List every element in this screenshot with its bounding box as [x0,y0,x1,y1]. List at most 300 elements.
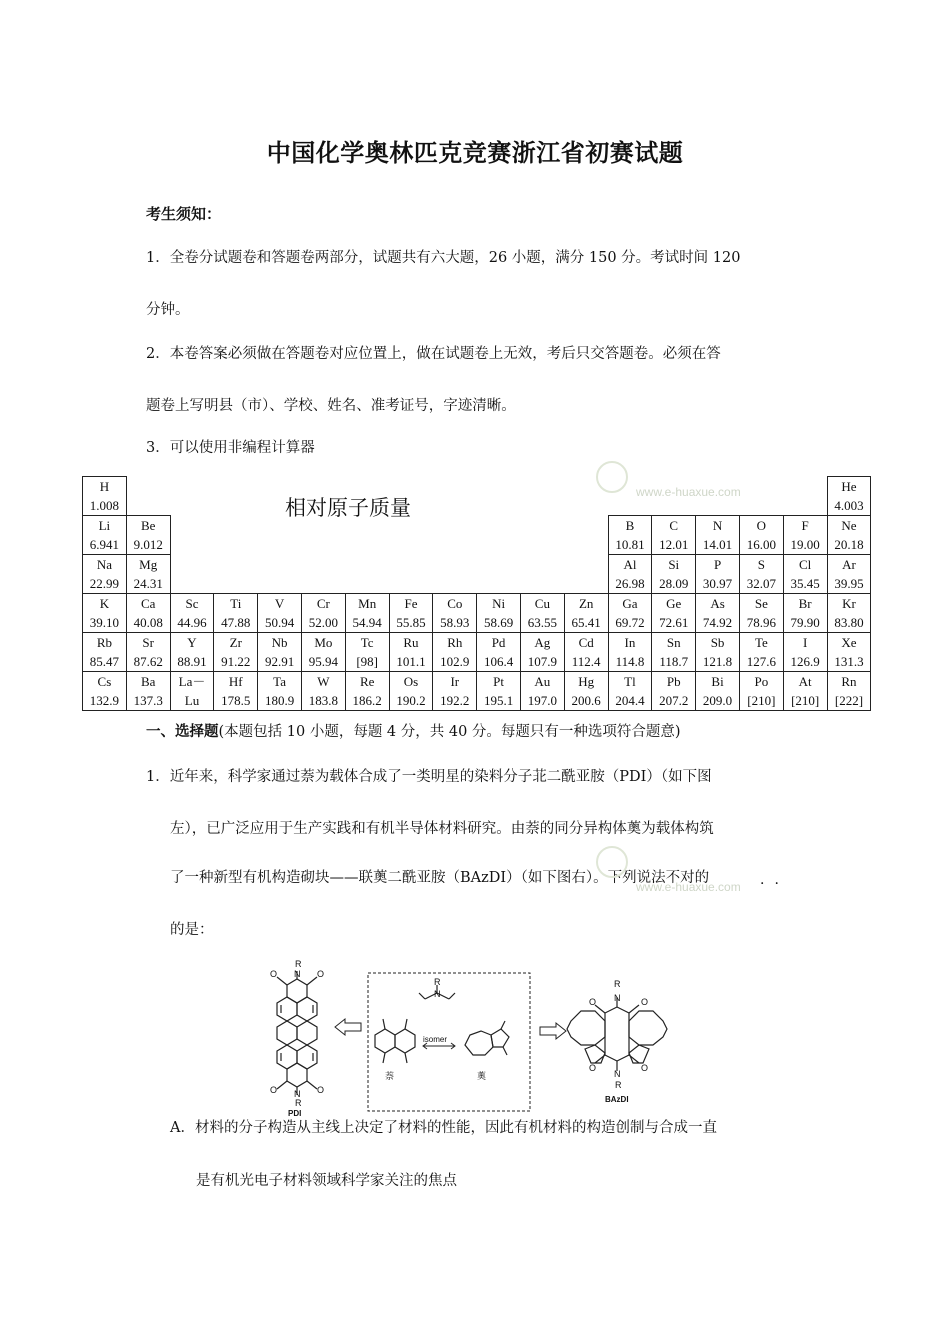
element-cell [739,633,783,672]
element-cell [608,555,652,594]
element-cell [564,633,608,672]
element-symbol: Nb [271,635,288,650]
pdi-o-1: O [270,969,278,979]
question-1-line-2: 左），已广泛应用于生产实践和有机半导体材料研究。由萘的同分异构体薁为载体构筑 [170,821,714,837]
element-symbol: Rn [841,674,857,689]
element-cell [608,633,652,672]
element-mass: 209.0 [702,693,733,708]
element-symbol: Pd [491,635,506,650]
element-cell [696,633,740,672]
element-symbol: Au [534,674,551,689]
element-mass: [98] [356,654,379,669]
element-symbol: Cu [534,596,550,611]
element-mass: 192.2 [440,693,470,708]
bazdi-label: BAzDI [605,1095,629,1104]
question-1-line-4: 的是： [170,922,214,938]
element-cell [739,516,783,555]
pdi-n-bottom: N [294,1089,301,1099]
element-cell [652,516,696,555]
element-mass: 39.95 [834,576,864,591]
element-symbol: He [841,479,857,494]
element-symbol: Ga [622,596,638,611]
element-mass: 204.4 [615,693,645,708]
element-cell [652,555,696,594]
empty-cell [696,477,740,516]
option-a-line-1: A．材料的分子构造从主线上决定了材料的性能，因此有机材料的构造创制与合成一直 [170,1120,717,1136]
empty-cell [214,516,258,555]
element-cell [827,477,871,516]
bazdi-o-4: O [641,1063,649,1073]
element-symbol: Li [98,518,111,533]
element-symbol: Os [403,674,419,689]
element-mass: 106.4 [483,654,514,669]
element-mass: 19.00 [790,537,820,552]
element-cell [389,633,433,672]
element-symbol: W [317,674,330,689]
notice-item-3: 3．可以使用非编程计算器 [146,440,315,456]
element-cell [433,633,477,672]
element-symbol: Mo [314,635,333,650]
element-mass: 85.47 [89,654,120,669]
empty-cell [433,516,477,555]
element-symbol: Sb [710,635,725,650]
element-symbol: Xe [841,635,857,650]
element-symbol: Y [187,635,197,650]
element-mass: [222] [834,693,864,708]
element-symbol: Ba [140,674,156,689]
periodic-table-row [83,633,871,672]
element-symbol: Br [798,596,812,611]
element-cell [214,633,258,672]
empty-cell [477,516,521,555]
periodic-table-row [83,555,871,594]
section-1-label: 一、选择题 [146,723,219,740]
element-symbol: Tl [624,674,636,689]
element-symbol: Cd [578,635,594,650]
element-cell [345,594,389,633]
element-mass: 195.1 [483,693,514,708]
empty-cell [564,555,608,594]
section-1-description: (本题包括 10 小题，每题 4 分，共 40 分。每题只有一种选项符合题意) [218,724,681,740]
element-symbol: Cr [316,596,330,611]
element-mass: 92.91 [264,654,295,669]
element-symbol: La－ [178,674,206,689]
element-mass: 20.18 [834,537,864,552]
empty-cell [170,477,214,516]
element-symbol: Kr [842,596,856,611]
pdi-r-bottom: R [295,1098,302,1108]
notice-item-2: 2．本卷答案必须做在答题卷对应位置上，做在试题卷上无效，考后只交答题卷。必须在答 [146,346,721,362]
element-mass: 69.72 [615,615,645,630]
element-mass: 52.00 [308,615,338,630]
element-cell [301,594,345,633]
element-symbol: Ag [534,635,551,650]
element-symbol: Pb [666,674,681,689]
element-mass: 26.98 [615,576,645,591]
empty-cell [345,555,389,594]
element-symbol: Na [96,557,112,572]
element-cell [301,672,345,711]
element-mass: 65.41 [571,615,601,630]
element-mass: 95.94 [308,654,338,669]
pdi-o-2: O [317,969,325,979]
element-mass: 63.55 [527,615,557,630]
empty-cell [477,477,521,516]
element-mass: [210] [747,693,776,708]
element-mass: 126.9 [790,654,820,669]
bazdi-o-2: O [641,997,649,1007]
element-cell [696,555,740,594]
element-cell [783,594,827,633]
element-cell [608,516,652,555]
element-symbol: F [801,518,809,533]
element-mass: 183.8 [308,693,338,708]
naphthalene-label: 萘 [385,1072,395,1082]
azulene-structure [465,1021,509,1055]
watermark-text-2: www.e-huaxue.com [636,880,741,894]
element-symbol: Cs [97,674,112,689]
periodic-table-row [83,594,871,633]
element-mass: 28.09 [659,576,689,591]
element-mass: Lu [184,693,200,708]
element-mass: 197.0 [527,693,557,708]
element-cell [827,633,871,672]
bazdi-n-top: N [614,993,621,1003]
element-mass: 35.45 [790,576,820,591]
periodic-table-row [83,477,871,516]
emphasis-dots: ·· [760,876,789,892]
element-cell [739,672,783,711]
element-mass: 24.31 [133,576,163,591]
element-mass: 102.9 [440,654,470,669]
element-symbol: N [712,518,723,533]
element-symbol: Cl [799,557,812,572]
element-symbol: Zn [578,596,594,611]
element-cell [827,594,871,633]
element-symbol: Po [754,674,769,689]
notice-item-1: 1．全卷分试题卷和答题卷两部分，试题共有六大题，26 小题，满分 150 分。考试时间 120 [146,250,741,266]
element-symbol: Bi [711,674,724,689]
element-mass: 30.97 [702,576,733,591]
element-mass: 118.7 [659,654,689,669]
element-mass: 50.94 [264,615,295,630]
element-cell [126,555,170,594]
element-mass: 12.01 [659,537,689,552]
element-mass: 107.9 [527,654,557,669]
element-mass: 14.01 [702,537,733,552]
element-symbol: Ca [140,596,156,611]
element-mass: 58.69 [483,615,514,630]
element-symbol: Zr [229,635,242,650]
element-cell [126,594,170,633]
element-symbol: Ne [841,518,857,533]
element-mass: 32.07 [746,576,776,591]
periodic-table [82,476,871,711]
element-cell [389,594,433,633]
element-mass: 4.003 [834,498,864,513]
element-symbol: Co [447,596,463,611]
element-cell [477,672,521,711]
element-symbol: I [802,635,808,650]
element-symbol: Ru [403,635,419,650]
element-mass: 10.81 [615,537,645,552]
option-a-line-2: 是有机光电子材料领域科学家关注的焦点 [196,1173,457,1189]
element-cell [83,516,127,555]
element-mass: 1.008 [89,498,120,513]
element-symbol: Fe [404,596,418,611]
empty-cell [433,477,477,516]
element-symbol: At [798,674,812,689]
empty-cell [126,477,170,516]
element-mass: 121.8 [702,654,733,669]
element-cell [739,594,783,633]
element-symbol: K [99,596,110,611]
element-cell [827,672,871,711]
element-symbol: P [713,557,722,572]
element-cell [258,594,302,633]
element-symbol: O [756,518,767,533]
element-cell [520,633,564,672]
bazdi-n-bottom: N [614,1069,621,1079]
element-cell [608,594,652,633]
isomer-label: isomer [423,1035,448,1044]
element-symbol: Mn [358,596,377,611]
bazdi-o-1: O [589,997,597,1007]
element-symbol: Se [754,596,768,611]
empty-cell [520,477,564,516]
periodic-table-title: 相对原子质量 [285,496,411,520]
element-mass: 101.1 [396,654,426,669]
bazdi-o-3: O [589,1063,597,1073]
element-mass: 180.9 [264,693,295,708]
element-mass: 127.6 [746,654,776,669]
element-mass: 6.941 [89,537,120,552]
bazdi-r-bottom: R [615,1080,622,1090]
element-cell [214,594,258,633]
empty-cell [214,477,258,516]
element-symbol: Re [359,674,375,689]
empty-cell [214,555,258,594]
element-cell [696,672,740,711]
element-mass: 87.62 [133,654,163,669]
element-mass: 207.2 [659,693,689,708]
pdi-o-3: O [270,1085,278,1095]
element-cell [608,672,652,711]
element-symbol: Ti [230,596,242,611]
element-mass: 74.92 [702,615,733,630]
element-symbol: Mg [139,557,158,572]
element-mass: 55.85 [396,615,426,630]
element-symbol: Hg [578,674,595,689]
bazdi-structure [567,997,667,1071]
element-mass: 79.90 [790,615,820,630]
element-mass: 58.93 [440,615,470,630]
element-cell [477,594,521,633]
element-symbol: Rb [96,635,112,650]
element-symbol: C [669,518,679,533]
element-mass: 16.00 [746,537,776,552]
element-symbol: As [710,596,725,611]
element-cell [564,594,608,633]
element-cell [214,672,258,711]
empty-cell [477,555,521,594]
pdi-label: PDI [288,1109,302,1117]
notice-item-2-cont: 题卷上写明县（市）、学校、姓名、准考证号，字迹清晰。 [146,398,516,414]
pdi-n-top: N [294,969,301,979]
element-cell [83,594,127,633]
element-symbol: Ta [273,674,286,689]
element-mass: 91.22 [221,654,251,669]
element-cell [696,594,740,633]
element-symbol: Hf [228,674,243,689]
element-cell [126,672,170,711]
empty-cell [739,477,783,516]
element-mass: 88.91 [177,654,207,669]
element-cell [739,555,783,594]
element-symbol: Sn [666,635,681,650]
empty-cell [783,477,827,516]
element-symbol: H [99,479,110,494]
azulene-label: 薁 [477,1072,487,1082]
empty-cell [564,516,608,555]
element-cell [652,672,696,711]
element-cell [170,594,214,633]
element-cell [83,555,127,594]
empty-cell [652,477,696,516]
element-cell [783,516,827,555]
element-symbol: B [625,518,635,533]
empty-cell [433,555,477,594]
chemical-structures-figure [255,955,700,1117]
element-mass: 131.3 [834,654,864,669]
element-cell [783,633,827,672]
element-symbol: Sr [142,635,154,650]
element-mass: 178.5 [221,693,251,708]
element-cell [126,516,170,555]
periodic-table-row [83,516,871,555]
empty-cell [564,477,608,516]
notice-heading: 考生须知： [146,205,222,223]
naphthalene-structure [375,1019,415,1063]
element-cell [827,555,871,594]
element-mass: 200.6 [571,693,601,708]
element-symbol: Ar [842,557,856,572]
empty-cell [520,516,564,555]
element-cell [520,594,564,633]
element-cell [652,633,696,672]
element-cell [520,672,564,711]
element-mass: 47.88 [221,615,251,630]
element-symbol: Ge [666,596,682,611]
element-symbol: Ni [492,596,506,611]
empty-cell [608,477,652,516]
element-cell [126,633,170,672]
question-1-line-3: 了一种新型有机构造砌块——联薁二酰亚胺（BAzDI）（如下图右）。下列说法不对的 [170,870,710,886]
element-cell [433,594,477,633]
pdi-r-top: R [295,959,302,969]
element-mass: 9.012 [133,537,163,552]
element-cell [477,633,521,672]
imide-r: R [434,977,441,987]
element-cell [83,672,127,711]
element-cell [170,633,214,672]
element-mass: 54.94 [352,615,382,630]
element-cell [83,633,127,672]
element-mass: 22.99 [89,576,120,591]
bazdi-r-top: R [614,979,621,989]
element-cell [345,672,389,711]
element-mass: 114.8 [615,654,645,669]
element-mass: 186.2 [352,693,382,708]
pdi-o-4: O [317,1085,325,1095]
element-mass: 112.4 [571,654,601,669]
element-symbol: Be [140,518,156,533]
element-cell [564,672,608,711]
empty-cell [520,555,564,594]
element-mass: 72.61 [659,615,689,630]
element-cell [652,594,696,633]
element-mass: 40.08 [133,615,163,630]
element-cell [83,477,127,516]
element-symbol: S [757,557,765,572]
pdi-structure [277,971,317,1095]
element-cell [258,672,302,711]
empty-cell [301,555,345,594]
empty-cell [170,555,214,594]
element-symbol: Tc [360,635,374,650]
element-symbol: Al [623,557,637,572]
page-title: 中国化学奥林匹克竞赛浙江省初赛试题 [266,138,684,167]
element-mass: 78.96 [746,615,776,630]
element-mass: 44.96 [177,615,207,630]
element-cell [345,633,389,672]
element-symbol: Pt [493,674,504,689]
element-mass: 132.9 [89,693,120,708]
periodic-table-row [83,672,871,711]
element-symbol: Si [668,557,680,572]
element-cell [170,672,214,711]
element-mass: 190.2 [396,693,426,708]
element-mass: [210] [791,693,820,708]
watermark-logo-icon-2 [596,846,628,878]
element-symbol: In [624,635,636,650]
element-symbol: V [274,596,285,611]
empty-cell [389,555,433,594]
element-cell [389,672,433,711]
element-cell [783,672,827,711]
element-cell [433,672,477,711]
element-mass: 83.80 [834,615,864,630]
section-1-heading [146,720,681,741]
element-mass: 39.10 [89,615,120,630]
element-mass: 137.3 [133,693,163,708]
element-cell [827,516,871,555]
element-symbol: Rh [447,635,463,650]
question-1-line-1: 1．近年来，科学家通过萘为载体合成了一类明星的染料分子苝二酰亚胺（PDI）（如下图 [146,769,712,785]
empty-cell [258,555,302,594]
element-symbol: Sc [185,596,199,611]
element-symbol: Ir [450,674,460,689]
element-cell [783,555,827,594]
watermark-text: www.e-huaxue.com [636,485,741,499]
empty-cell [170,516,214,555]
notice-item-1-cont: 分钟。 [146,302,190,318]
imide-n: N [434,989,441,999]
element-symbol: Te [754,635,768,650]
element-cell [258,633,302,672]
element-cell [696,516,740,555]
element-cell [301,633,345,672]
